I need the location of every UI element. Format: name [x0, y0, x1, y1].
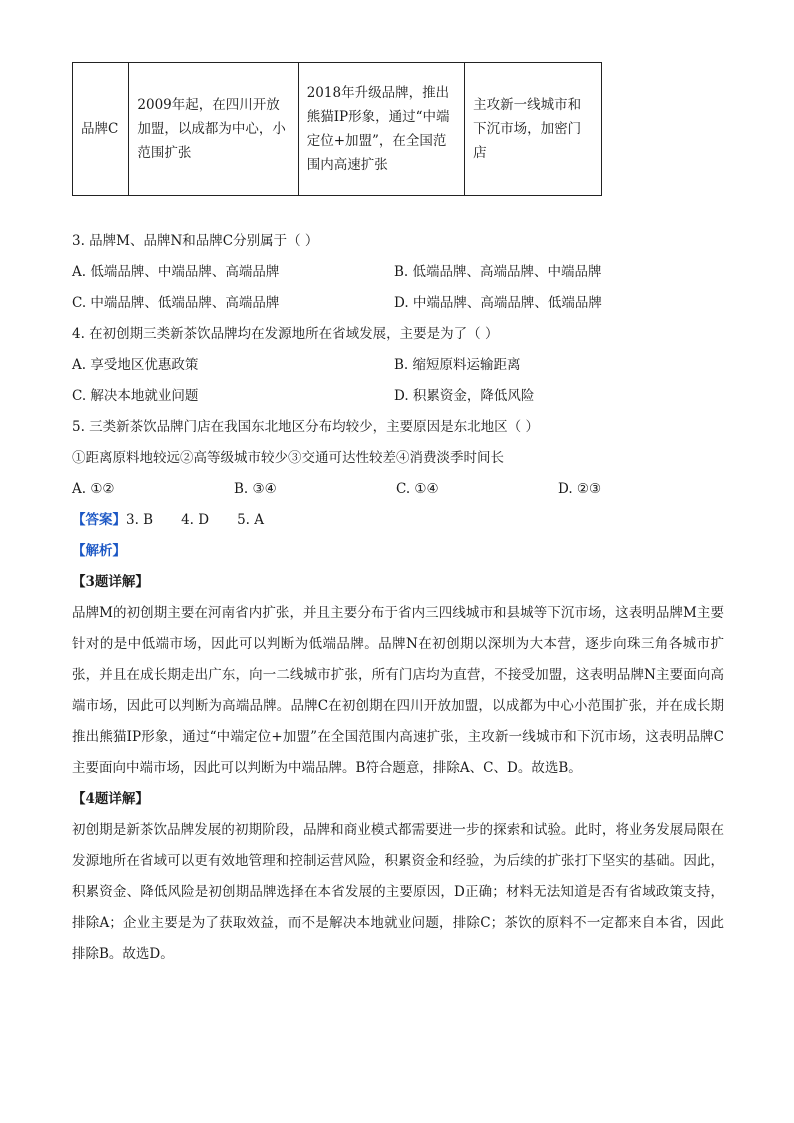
question-5-options [72, 474, 724, 505]
question-3-stem: 3. 品牌M、品牌N和品牌C分别属于（ ） [72, 233, 319, 249]
answer-tag: 【答案】 [72, 512, 126, 528]
answer-line [72, 505, 724, 536]
option-d: D. 积累资金，降低风险 [394, 388, 535, 404]
table-cell-strategy: 主攻新一线城市和下沉市场，加密门店 [465, 63, 602, 196]
document-page [72, 62, 724, 970]
table-cell-growth: 2018年升级品牌，推出熊猫IP形象，通过“中端定位+加盟”，在全国范围内高速扩张 [298, 63, 464, 196]
option-c: C. ①④ [396, 481, 439, 497]
detail-3-text: 品牌M的初创期主要在河南省内扩张，并且主要分布于省内三四线城市和县城等下沉市场，这表明品牌M主要针对的是中低端市场，因此可以判断为低端品牌。品牌N在初创期以深圳为大本营，逐步向珠三角各城市扩张，并且在成长期走出广东，向一二线城市扩张，所有门店均为直营，不接受加盟，这表明品牌N主要面向高端市场，因此可以判断为高端品牌。品牌C在初创期在四川开放加盟，以成都为中心小范围扩张，并在成长期推出熊猫IP形象，通过“中端定位+加盟”在全国范围内高速扩张，主攻新一线城市和下沉市场，这表明品牌C主要面向中端市场，因此可以判断为中端品牌。B符合题意，排除A、C、D。故选B。 [72, 605, 724, 776]
detail-3-title: 【3题详解】 [72, 574, 149, 590]
question-3-options [72, 257, 724, 319]
detail-4-text: 初创期是新茶饮品牌发展的初期阶段，品牌和商业模式都需要进一步的探索和试验。此时，将业务发展局限在发源地所在省域可以更有效地管理和控制运营风险，积累资金和经验，为后续的扩张打下坚实的基础。因此，积累资金、降低风险是初创期品牌选择在本省发展的主要原因，D正确；材料无法知道是否有省域政策支持，排除A；企业主要是为了获取效益，而不是解决本地就业问题，排除C；茶饮的原料不一定都来自本省，因此排除B。故选D。 [72, 822, 724, 962]
question-4-options [72, 350, 724, 412]
option-a: A. 低端品牌、中端品牌、高端品牌 [72, 264, 280, 280]
option-d: D. 中端品牌、高端品牌、低端品牌 [394, 295, 602, 311]
detail-4-title: 【4题详解】 [72, 791, 149, 807]
table-cell-early: 2009年起，在四川开放加盟，以成都为中心，小范围扩张 [129, 63, 298, 196]
option-c: C. 中端品牌、低端品牌、高端品牌 [72, 295, 280, 311]
option-c: C. 解决本地就业问题 [72, 388, 199, 404]
option-b: B. 缩短原料运输距离 [394, 357, 521, 373]
option-b: B. ③④ [234, 481, 277, 497]
question-5-choices-line: ①距离原料地较远②高等级城市较少③交通可达性较差④消费淡季时间长 [72, 450, 504, 466]
option-b: B. 低端品牌、高端品牌、中端品牌 [394, 264, 602, 280]
answer-5: 5. A [237, 512, 265, 528]
question-5-stem: 5. 三类新茶饮品牌门店在我国东北地区分布均较少，主要原因是东北地区（ ） [72, 419, 539, 435]
brand-table [72, 62, 602, 196]
analysis-tag: 【解析】 [72, 543, 126, 559]
answer-3: 3. B [126, 512, 154, 528]
table-cell-brand: 品牌C [73, 63, 129, 196]
option-a: A. ①② [72, 481, 115, 497]
analysis-line [72, 536, 724, 567]
question-4-stem: 4. 在初创期三类新茶饮品牌均在发源地所在省域发展，主要是为了（ ） [72, 326, 499, 342]
option-d: D. ②③ [558, 481, 602, 497]
answer-4: 4. D [181, 512, 210, 528]
table-row [73, 63, 602, 196]
option-a: A. 享受地区优惠政策 [72, 357, 199, 373]
